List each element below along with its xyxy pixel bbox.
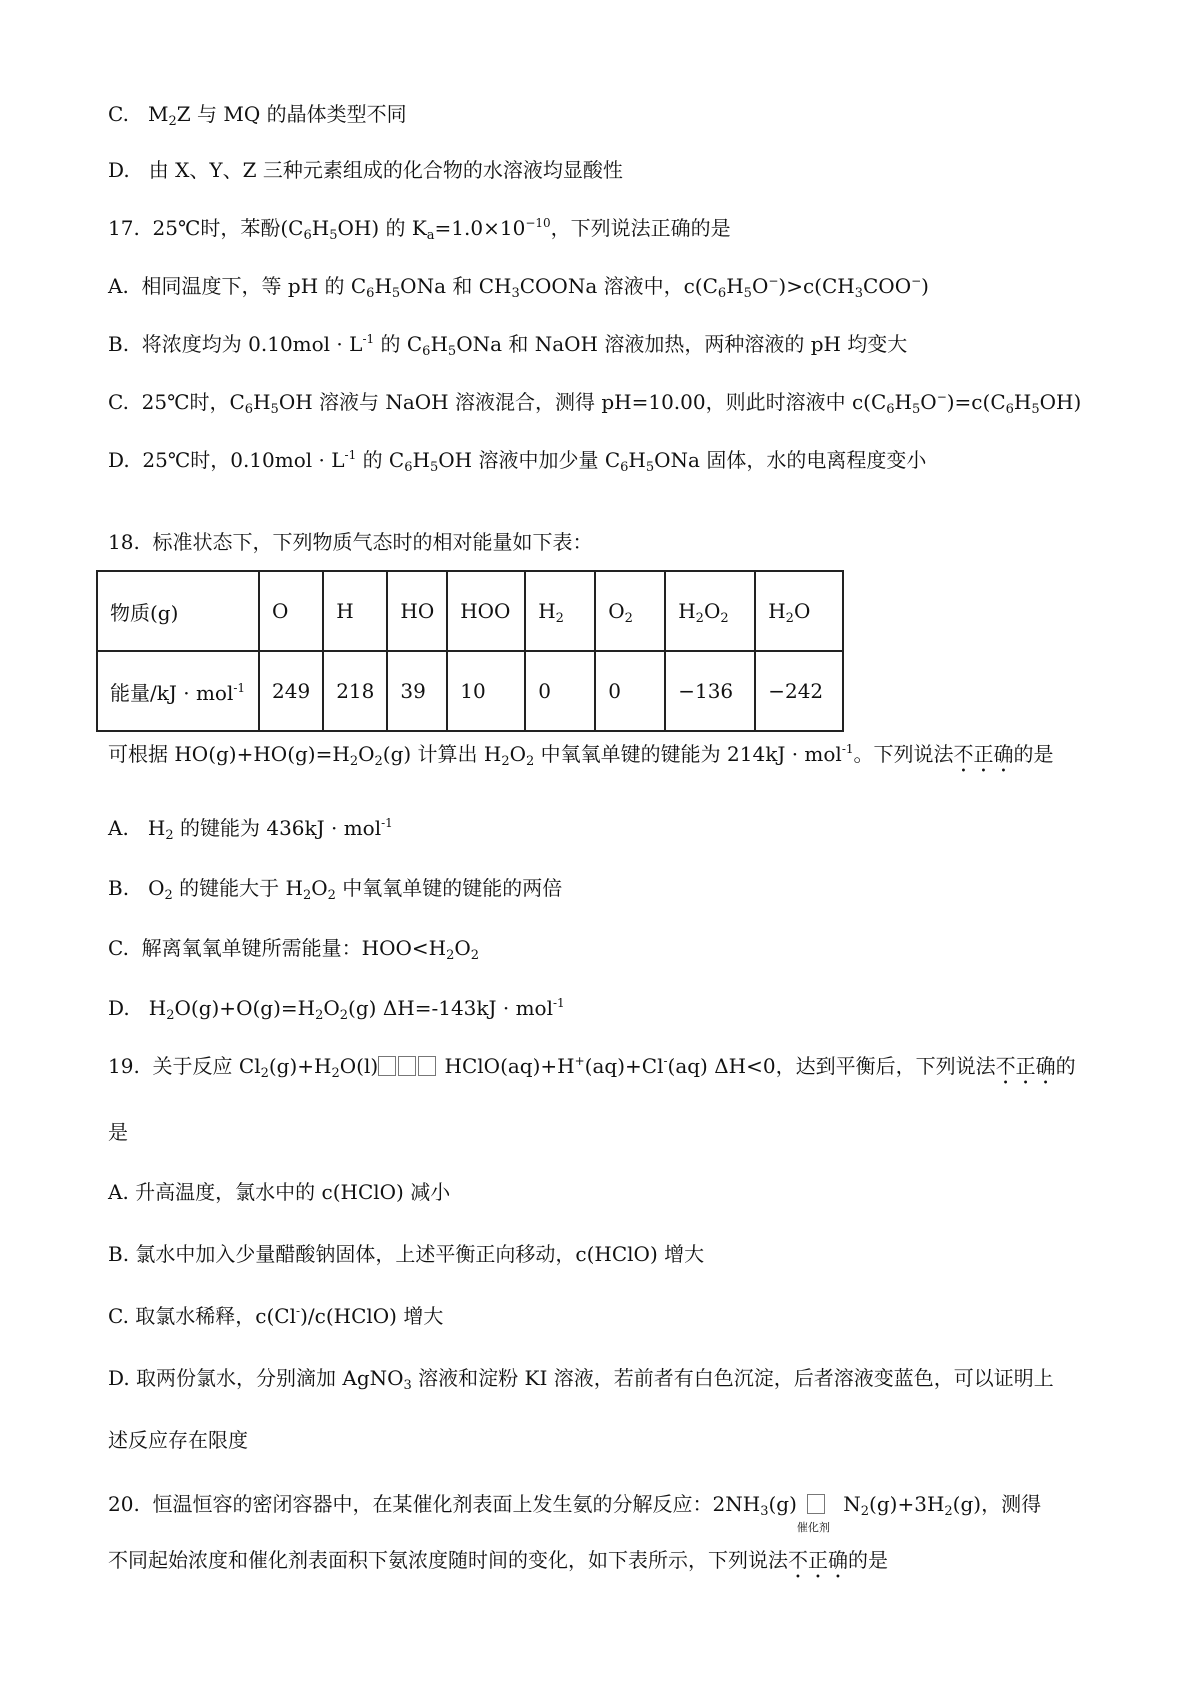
subscript: 5 xyxy=(743,286,752,301)
equilibrium-arrow-icon xyxy=(807,1494,825,1514)
subscript: 2 xyxy=(501,754,510,769)
option-text: 的键能为 436kJ · mol xyxy=(173,816,382,840)
option-text: 由 X、Y、Z 三种元素组成的化合物的水溶液均显酸性 xyxy=(148,158,623,182)
subscript: 6 xyxy=(404,460,413,475)
formula-part: OH) 的 K xyxy=(337,216,427,240)
formula-part: H xyxy=(726,274,744,298)
q18-option-b xyxy=(108,874,562,902)
table-cell: 10 xyxy=(447,651,525,731)
formula-part: H xyxy=(311,216,330,240)
option-text: Z 与 MQ 的晶体类型不同 xyxy=(176,102,407,126)
table-cell xyxy=(665,571,755,651)
subscript: 2 xyxy=(166,1008,175,1023)
q20-stem-continuation xyxy=(108,1546,888,1583)
table-cell xyxy=(525,571,595,651)
formula-part: H xyxy=(628,448,646,472)
species-name: H xyxy=(336,599,354,623)
subscript: 5 xyxy=(270,402,279,417)
option-label: A. xyxy=(108,274,129,298)
q16-option-d xyxy=(108,156,623,184)
subscript: 3 xyxy=(511,286,520,301)
table-cell: −136 xyxy=(665,651,755,731)
superscript: − xyxy=(768,274,779,288)
formula-part: )>c(CH xyxy=(778,274,855,298)
superscript: - xyxy=(296,1304,301,1318)
formula-part: H xyxy=(374,274,392,298)
option-text: OH 溶液与 NaOH 溶液混合，测得 pH=10.00，则此时溶液中 c(C xyxy=(278,390,887,414)
option-text: ONa 和 CH xyxy=(400,274,512,298)
subscript: 2 xyxy=(315,1008,324,1023)
subscript: 5 xyxy=(329,228,338,243)
stem-text: 关于反应 Cl xyxy=(152,1054,261,1078)
option-text: 中氧氧单键的键能的两倍 xyxy=(335,876,563,900)
stem-text: ，下列说法正确的是 xyxy=(550,216,731,240)
formula-part: O xyxy=(920,390,937,414)
superscript: −10 xyxy=(525,216,551,230)
stem-text: 的是 xyxy=(848,1548,888,1572)
formula-part: (g) ΔH=-143kJ · mol xyxy=(348,996,553,1020)
option-text: 25℃时，0.10mol · L xyxy=(142,448,345,472)
formula-part: O xyxy=(311,876,328,900)
formula-part: ) xyxy=(921,274,929,298)
formula-part: (C xyxy=(280,216,304,240)
superscript: -1 xyxy=(233,680,246,695)
stem-text: (g)，测得 xyxy=(952,1492,1042,1516)
option-text: 相同温度下，等 pH 的 C xyxy=(141,274,367,298)
stem-text: 25℃时，苯酚 xyxy=(152,216,281,240)
formula-part: H xyxy=(894,390,912,414)
option-text: 溶液和淀粉 KI 溶液，若前者有白色沉淀，后者溶液变蓝色，可以证明上 xyxy=(411,1366,1054,1390)
option-text: COONa 溶液中，c(C xyxy=(519,274,718,298)
table-cell: −242 xyxy=(755,651,843,731)
formula-part: OH) xyxy=(1039,390,1082,414)
superscript: − xyxy=(911,274,922,288)
subscript: 2 xyxy=(339,1008,349,1023)
q20-stem xyxy=(108,1490,1042,1534)
table-cell xyxy=(755,571,843,651)
option-text: C. 取氯水稀释，c(Cl xyxy=(108,1304,297,1328)
subscript: 2 xyxy=(165,828,174,843)
subscript: 6 xyxy=(303,228,312,243)
species-name: H xyxy=(768,599,786,623)
formula-part: (g) xyxy=(768,1492,797,1516)
q17-option-d xyxy=(108,446,926,474)
formula-part: H xyxy=(147,816,166,840)
subscript: 2 xyxy=(944,1504,953,1519)
subscript: 6 xyxy=(244,402,254,417)
formula-part: H xyxy=(412,448,430,472)
equilibrium-arrow-icon xyxy=(378,1056,396,1076)
table-header-cell xyxy=(97,651,259,731)
subscript: 2 xyxy=(168,114,177,129)
stem-text: 可根据 HO(g)+HO(g)=H xyxy=(108,742,350,766)
formula-part: H xyxy=(148,996,167,1020)
q18-option-d xyxy=(108,994,565,1022)
subscript: 3 xyxy=(403,1378,412,1393)
energy-table xyxy=(96,570,844,732)
option-text: 的 C xyxy=(374,332,423,356)
stem-text: 中氧氧单键的键能为 214kJ · mol xyxy=(534,742,842,766)
subscript: 2 xyxy=(302,888,312,903)
option-label: D. xyxy=(108,448,130,472)
formula-part: O xyxy=(148,876,165,900)
subscript: 5 xyxy=(645,460,655,475)
formula-part: H xyxy=(253,390,271,414)
subscript: 5 xyxy=(391,286,401,301)
table-cell xyxy=(323,571,387,651)
formula-part: O xyxy=(509,742,527,766)
q19-option-a: A. 升高温度，氯水中的 c(HClO) 减小 xyxy=(108,1180,451,1204)
stem-text: 。下列说法 xyxy=(853,742,954,766)
species-name: O xyxy=(793,599,811,623)
option-text: 将浓度均为 0.10mol · L xyxy=(141,332,363,356)
q19-option-d-continuation: 述反应存在限度 xyxy=(108,1428,248,1452)
formula-part: (g)+H xyxy=(268,1054,332,1078)
formula-part: M xyxy=(148,102,169,126)
equilibrium-arrow-icon xyxy=(398,1056,416,1076)
q17-option-c xyxy=(108,388,1081,416)
emphasis-not-correct: 不正确 xyxy=(788,1548,848,1572)
option-text: )/c(HClO) 增大 xyxy=(300,1304,444,1328)
subscript: 2 xyxy=(349,754,359,769)
table-cell: 0 xyxy=(525,651,595,731)
emphasis-not-correct: 不正确 xyxy=(995,1054,1056,1078)
formula-part: N xyxy=(836,1492,861,1516)
formula-part: H xyxy=(1013,390,1032,414)
subscript: 2 xyxy=(331,1066,340,1081)
subscript: 6 xyxy=(366,286,375,301)
superscript: - xyxy=(663,1054,668,1068)
subscript: 6 xyxy=(620,460,629,475)
subscript: 2 xyxy=(446,948,455,963)
option-text: 解离氧氧单键所需能量：HOO<H xyxy=(141,936,447,960)
species-name: HO xyxy=(400,599,435,623)
option-text: 的 C xyxy=(356,448,405,472)
subscript: 2 xyxy=(555,611,564,626)
subscript: 6 xyxy=(886,402,895,417)
subscript: 2 xyxy=(695,611,704,626)
subscript: 2 xyxy=(164,888,173,903)
formula-part: O xyxy=(454,936,471,960)
option-text: D. 取两份氯水，分别滴加 AgNO xyxy=(108,1366,404,1390)
superscript: + xyxy=(574,1054,585,1068)
option-text: 25℃时，C xyxy=(141,390,245,414)
subscript: a xyxy=(426,228,435,243)
species-name: HOO xyxy=(460,599,511,623)
option-label: C. xyxy=(108,390,129,414)
q18-description xyxy=(108,740,1054,777)
subscript: 2 xyxy=(260,1066,269,1081)
table-cell: 249 xyxy=(259,651,323,731)
formula-part: H xyxy=(430,332,448,356)
q19-option-b: B. 氯水中加入少量醋酸钠固体，上述平衡正向移动，c(HClO) 增大 xyxy=(108,1242,705,1266)
q16-option-c xyxy=(108,100,407,128)
formula-part: =1.0×10 xyxy=(434,216,526,240)
formula-part: HClO(aq)+H xyxy=(438,1054,575,1078)
table-header-cell: 物质(g) xyxy=(97,571,259,651)
catalyst-label: 催化剂 xyxy=(796,1521,830,1534)
formula-part: O xyxy=(358,742,375,766)
superscript: -1 xyxy=(344,448,357,462)
equilibrium-arrow-icon xyxy=(418,1056,436,1076)
table-cell xyxy=(447,571,525,651)
superscript: − xyxy=(936,390,947,404)
subscript: 2 xyxy=(470,948,480,963)
subscript: 2 xyxy=(526,754,535,769)
subscript: 5 xyxy=(912,402,921,417)
q19-stem xyxy=(108,1052,1076,1089)
stem-text: 不同起始浓度和催化剂表面积下氨浓度随时间的变化，如下表所示，下列说法 xyxy=(108,1548,788,1572)
option-label: D. xyxy=(108,996,130,1020)
superscript: -1 xyxy=(553,996,565,1010)
stem-text: 的是 xyxy=(1013,742,1054,766)
subscript: 5 xyxy=(429,460,439,475)
option-text: ONa 固体，水的电离程度变小 xyxy=(654,448,927,472)
table-cell xyxy=(387,571,447,651)
table-cell xyxy=(595,571,665,651)
subscript: 2 xyxy=(860,1504,870,1519)
species-name: H xyxy=(538,599,556,623)
question-number: 18. xyxy=(108,530,140,554)
superscript: -1 xyxy=(841,742,854,756)
species-name: H xyxy=(678,599,696,623)
stem-text: (aq) ΔH<0，达到平衡后，下列说法 xyxy=(667,1054,996,1078)
option-label: C. xyxy=(108,936,129,960)
table-cell: 0 xyxy=(595,651,665,731)
option-label: B. xyxy=(108,332,130,356)
table-cell: 218 xyxy=(323,651,387,731)
stem-text: 的 xyxy=(1055,1054,1076,1078)
question-number: 17. xyxy=(108,216,140,240)
q19-option-c xyxy=(108,1302,443,1330)
superscript: -1 xyxy=(381,816,393,830)
table-cell: 39 xyxy=(387,651,447,731)
q19-stem-continuation: 是 xyxy=(108,1120,128,1144)
energy-label: 能量/kJ · mol xyxy=(110,680,234,705)
species-name: O xyxy=(703,599,721,623)
subscript: 6 xyxy=(717,286,727,301)
q18-option-a xyxy=(108,814,393,842)
option-label: C. xyxy=(108,102,129,126)
option-label: B. xyxy=(108,876,130,900)
subscript: 2 xyxy=(374,754,383,769)
question-number: 19. xyxy=(108,1054,140,1078)
stem-text: (g) 计算出 H xyxy=(382,742,502,766)
option-label: D. xyxy=(108,158,130,182)
q18-stem xyxy=(108,528,593,556)
subscript: 3 xyxy=(760,1504,769,1519)
option-text: 的键能大于 H xyxy=(172,876,303,900)
emphasis-not-correct: 不正确 xyxy=(953,742,1014,766)
formula-part: O xyxy=(751,274,769,298)
superscript: -1 xyxy=(362,332,375,346)
species-name: O xyxy=(608,599,625,623)
q18-option-c xyxy=(108,934,479,962)
formula-part: (aq)+Cl xyxy=(584,1054,664,1078)
q17-stem xyxy=(108,214,731,242)
formula-part: COO xyxy=(863,274,912,298)
option-label: A. xyxy=(108,816,129,840)
table-cell xyxy=(259,571,323,651)
subscript: 2 xyxy=(785,611,794,626)
table-row xyxy=(97,651,843,731)
subscript: 6 xyxy=(422,344,431,359)
q17-option-a xyxy=(108,272,929,300)
catalyst-arrow xyxy=(796,1490,837,1534)
subscript: 2 xyxy=(720,611,729,626)
question-number: 20. xyxy=(108,1492,140,1516)
formula-part: O(l) xyxy=(339,1054,379,1078)
table-row xyxy=(97,571,843,651)
formula-part: (g)+3H xyxy=(869,1492,945,1516)
formula-part: O xyxy=(323,996,340,1020)
species-name: O xyxy=(272,599,289,623)
subscript: 6 xyxy=(1005,402,1014,417)
formula-part: O(g)+O(g)=H xyxy=(174,996,316,1020)
stem-text: 标准状态下，下列物质气态时的相对能量如下表： xyxy=(152,530,593,554)
subscript: 2 xyxy=(624,611,633,626)
q17-option-b xyxy=(108,330,907,358)
subscript: 2 xyxy=(327,888,336,903)
formula-part: )=c(C xyxy=(946,390,1006,414)
stem-text: 恒温恒容的密闭容器中，在某催化剂表面上发生氨的分解反应：2NH xyxy=(152,1492,761,1516)
option-text: OH 溶液中加少量 C xyxy=(438,448,621,472)
q19-option-d xyxy=(108,1364,1054,1392)
subscript: 5 xyxy=(447,344,457,359)
option-text: ONa 和 NaOH 溶液加热，两种溶液的 pH 均变大 xyxy=(456,332,908,356)
subscript: 3 xyxy=(854,286,863,301)
subscript: 5 xyxy=(1031,402,1040,417)
